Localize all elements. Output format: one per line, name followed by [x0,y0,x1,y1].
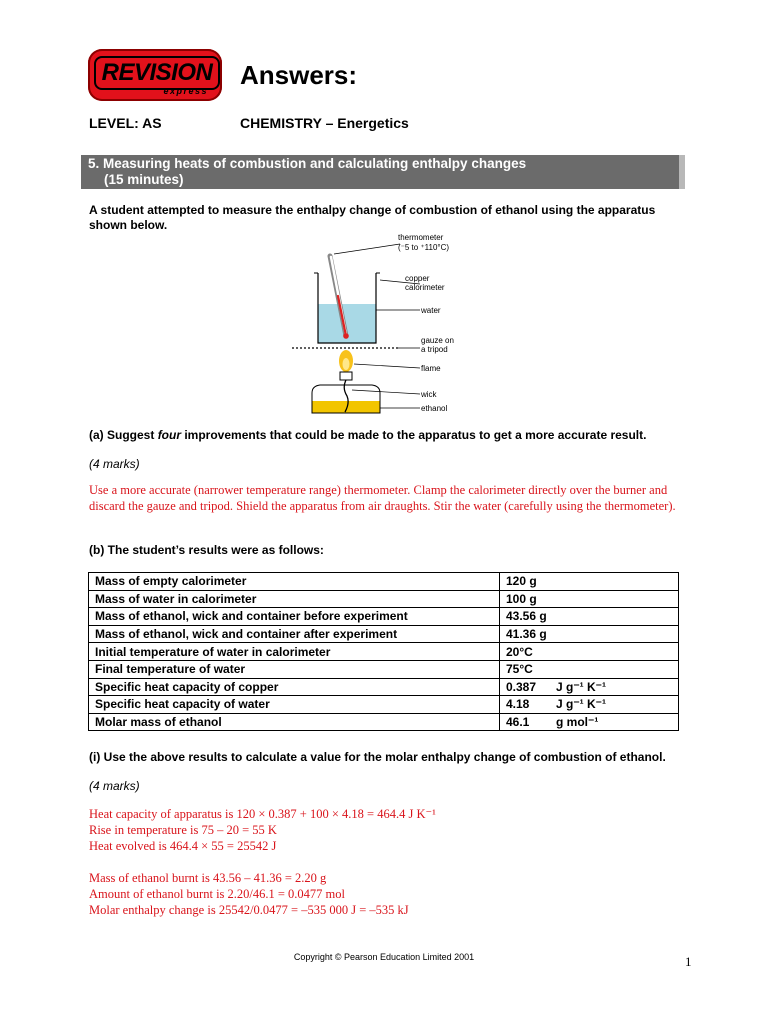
row-value: 100 g [500,590,679,608]
table-row [89,643,679,661]
row-value: 0.387 J g⁻¹ K⁻¹ [500,678,679,696]
row-label: Final temperature of water [89,660,500,678]
apparatus-diagram [290,228,490,418]
logo-main-text: REVISION [101,59,213,86]
row-value: 120 g [500,573,679,591]
calc-line: Rise in temperature is 75 – 20 = 55 K [89,823,277,837]
subject-label: CHEMISTRY – Energetics [240,115,409,131]
row-value: 46.1 g mol⁻¹ [500,713,679,731]
table-row [89,573,679,591]
page-title: Answers: [240,60,358,90]
question-a [89,428,684,443]
flame-icon [339,350,353,372]
answer-a: Use a more accurate (narrower temperature range) thermometer. Clamp the calorimeter directly over the burner and discard the gauze and tripod. Shield the apparatus from air draughts. Stir the water (carefully using the thermometer). [89,483,676,513]
row-label: Molar mass of ethanol [89,713,500,731]
question-b-i: (i) Use the above results to calculate a value for the molar enthalpy change of combustion of ethanol. [89,750,666,764]
calc-line: Heat capacity of apparatus is 120 × 0.387 + 100 × 4.18 = 464.4 J K⁻¹ [89,807,436,821]
row-label: Mass of ethanol, wick and container before experiment [89,608,500,626]
section-title-line1: 5. Measuring heats of combustion and calculating enthalpy changes [88,156,527,171]
table-row [89,590,679,608]
table-row [89,678,679,696]
calc-line: Heat evolved is 464.4 × 55 = 25542 J [89,839,277,853]
row-label: Specific heat capacity of water [89,696,500,714]
question-a-label: (a) [89,428,104,442]
label-gauze: gauze on [421,336,454,345]
question-a-post: improvements that could be made to the apparatus to get a more accurate result. [181,428,647,442]
label-calorimeter: calorimeter [405,283,445,292]
label-flame: flame [421,364,441,373]
table-row [89,625,679,643]
row-label: Mass of empty calorimeter [89,573,500,591]
calc-line: Mass of ethanol burnt is 43.56 – 41.36 = 2.20 g [89,871,327,885]
row-value: 75°C [500,660,679,678]
row-label: Specific heat capacity of copper [89,678,500,696]
label-water: water [421,306,441,315]
question-intro: A student attempted to measure the enthalpy change of combustion of ethanol using the apparatus shown below. [89,203,656,232]
results-table [88,572,679,731]
question-a-pre: Suggest [103,428,158,442]
row-label: Mass of water in calorimeter [89,590,500,608]
revision-express-logo [88,49,222,101]
row-value: 4.18 J g⁻¹ K⁻¹ [500,696,679,714]
logo-sub-text: express [163,86,208,96]
question-a-marks: (4 marks) [89,457,140,471]
row-value: 43.56 g [500,608,679,626]
label-tripod: a tripod [421,345,448,354]
question-b: (b) The student’s results were as follows: [89,543,324,557]
section-header-edge [679,155,685,189]
level-label: LEVEL: AS [89,115,162,131]
calc-line: Amount of ethanol burnt is 2.20/46.1 = 0.0477 mol [89,887,345,901]
page-number: 1 [685,954,692,969]
label-thermometer: thermometer [398,233,444,242]
row-label: Initial temperature of water in calorimeter [89,643,500,661]
copyright-notice: Copyright © Pearson Education Limited 2001 [293,952,475,962]
table-row [89,713,679,731]
calc-line: Molar enthalpy change is 25542/0.0477 = –535 000 J = –535 kJ [89,903,409,917]
row-value: 20°C [500,643,679,661]
table-row [89,660,679,678]
row-value: 41.36 g [500,625,679,643]
question-a-emphasis: four [157,428,182,442]
row-label: Mass of ethanol, wick and container after experiment [89,625,500,643]
spirit-burner-icon [312,372,380,413]
table-row [89,696,679,714]
section-title [88,156,678,188]
question-b-i-marks: (4 marks) [89,779,140,793]
label-copper: copper [405,274,430,283]
label-thermometer-range: (⁻5 to ⁺110°C) [398,243,450,252]
label-ethanol: ethanol [421,404,448,413]
table-row [89,608,679,626]
label-wick: wick [421,390,437,399]
section-title-line2: (15 minutes) [104,172,184,187]
